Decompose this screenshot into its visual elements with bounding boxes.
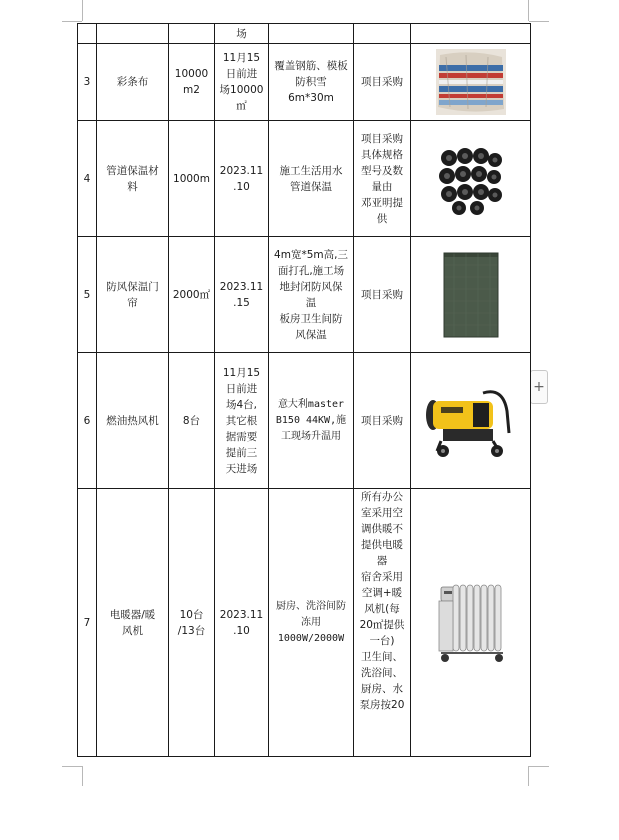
corner-mark-bottom-right-h	[529, 766, 549, 767]
material-name: 彩条布	[97, 44, 169, 121]
corner-mark-top-right-v	[528, 0, 529, 21]
usage: 4m宽*5m高,三 面打孔,施工场 地封闭防风保 温 板房卫生间防 风保温	[269, 237, 354, 353]
row-number: 3	[78, 44, 97, 121]
product-image-cell	[411, 237, 531, 353]
plus-icon: +	[533, 379, 545, 395]
product-image-cell	[411, 121, 531, 237]
corner-mark-bottom-left-v	[82, 766, 83, 786]
arrival-time: 2023.11 .10	[215, 121, 269, 237]
row-number: 5	[78, 237, 97, 353]
oil-heater-cannon-image	[423, 381, 519, 461]
arrival-cell: 场	[215, 24, 269, 44]
row-number: 7	[78, 489, 97, 757]
product-image-cell	[411, 44, 531, 121]
quantity: 1000m	[169, 121, 215, 237]
corner-mark-top-right-h	[529, 21, 549, 22]
table-row	[78, 353, 531, 489]
row-number: 4	[78, 121, 97, 237]
material-name: 管道保温材 料	[97, 121, 169, 237]
product-image-cell	[411, 489, 531, 757]
remark: 项目采购 具体规格 型号及数 量由 邓亚明提 供	[354, 121, 411, 237]
usage: 施工生活用水 管道保温	[269, 121, 354, 237]
product-image-cell	[411, 353, 531, 489]
material-table	[77, 23, 531, 757]
striped-tarp-image	[436, 49, 506, 115]
door-curtain-image	[438, 251, 504, 339]
corner-mark-top-left-h	[62, 21, 82, 22]
table-row	[78, 44, 531, 121]
foam-pipe-insulation-image	[439, 142, 503, 216]
material-name: 燃油热风机	[97, 353, 169, 489]
corner-mark-bottom-right-v	[528, 766, 529, 786]
corner-mark-bottom-left-h	[62, 766, 82, 767]
add-page-button[interactable]	[530, 370, 548, 404]
row-number: 6	[78, 353, 97, 489]
quantity: 2000㎡	[169, 237, 215, 353]
remark: 项目采购	[354, 353, 411, 489]
quantity: 10000 m2	[169, 44, 215, 121]
material-name: 防风保温门 帘	[97, 237, 169, 353]
table-row	[78, 237, 531, 353]
corner-mark-top-left-v	[82, 0, 83, 21]
quantity: 8台	[169, 353, 215, 489]
usage: 厨房、洗浴间防 冻用 1000W/2000W	[269, 489, 354, 757]
remark: 所有办公 室采用空 调供暖不 提供电暖 器 宿舍采用 空调+暖 风机(每 20㎡提供 一台) 卫生间、 洗浴间、 厨房、水 泵房按20	[354, 489, 411, 757]
arrival-time: 2023.11 .15	[215, 237, 269, 353]
oil-radiator-image	[433, 581, 509, 665]
usage: 意大利master B150 44KW,施 工现场升温用	[269, 353, 354, 489]
remark: 项目采购	[354, 44, 411, 121]
quantity: 10台 /13台	[169, 489, 215, 757]
table-row	[78, 121, 531, 237]
material-name: 电暖器/暖 风机	[97, 489, 169, 757]
arrival-time: 2023.11 .10	[215, 489, 269, 757]
table-row-continuation	[78, 24, 531, 44]
arrival-time: 11月15 日前进 场4台, 其它根 据需要 提前三 天进场	[215, 353, 269, 489]
table-row	[78, 489, 531, 757]
arrival-time: 11月15 日前进 场10000 ㎡	[215, 44, 269, 121]
remark: 项目采购	[354, 237, 411, 353]
usage: 覆盖钢筋、模板 防积雪 6m*30m	[269, 44, 354, 121]
